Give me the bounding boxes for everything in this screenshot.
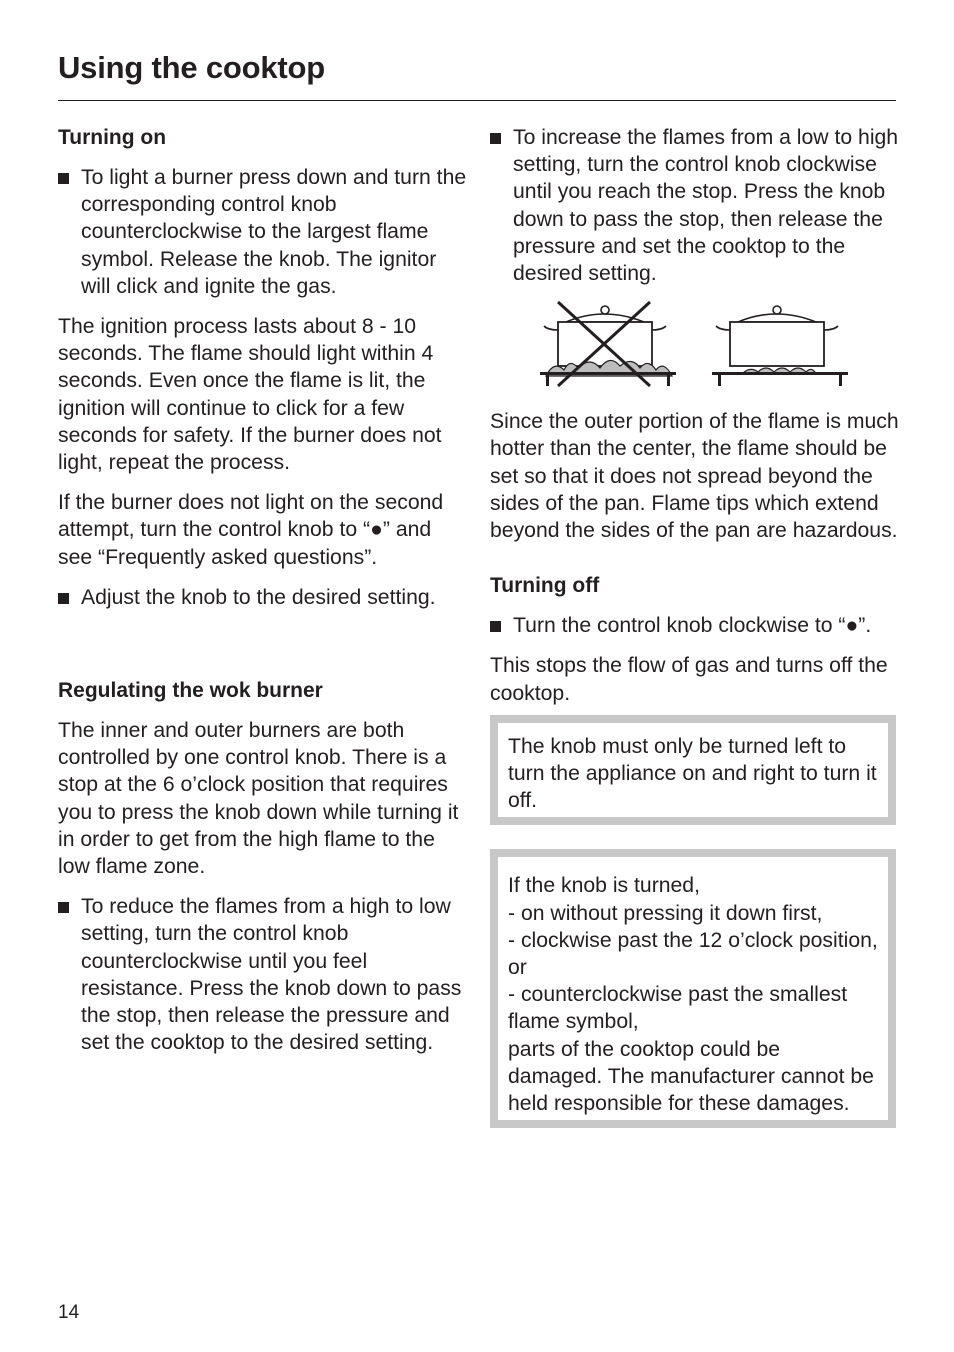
bullet-square-icon xyxy=(490,621,501,632)
heading-turning-on: Turning on xyxy=(58,126,167,149)
note-line: - clockwise past the 12 o’clock position, or xyxy=(508,928,878,980)
note-line: - counterclockwise past the smallest flame symbol, xyxy=(508,983,848,1034)
bullet-increase-flames xyxy=(490,124,900,287)
bullet-square-icon xyxy=(58,902,69,913)
page-title: Using the cooktop xyxy=(58,50,325,85)
note-line: If the knob is turned, xyxy=(508,874,700,898)
spacer xyxy=(490,557,900,572)
stops-gas-paragraph: This stops the flow of gas and turns off the cooktop. xyxy=(490,654,888,705)
title-divider xyxy=(58,100,896,101)
page-number: 14 xyxy=(58,1302,80,1323)
bullet-square-icon xyxy=(58,593,69,604)
bullet-text: Turn the control knob clockwise to “●”. xyxy=(513,614,872,638)
note-line: - on without pressing it down first, xyxy=(508,901,823,925)
bullet-reduce-flames xyxy=(58,893,468,1056)
bullet-adjust-knob xyxy=(58,584,468,611)
second-attempt-paragraph: If the burner does not light on the second attempt, turn the control knob to “●” and see “Frequently asked questions”. xyxy=(58,491,444,569)
ignition-paragraph: The ignition process lasts about 8 - 10 seconds. The flame should light within 4 seconds. Even once the flame is lit, the ignition will continue to click for a few seconds for safety. If the burner does not light, repeat the process. xyxy=(58,315,442,475)
bullet-turn-off xyxy=(490,612,900,639)
pot-correct-flame-icon xyxy=(712,300,852,390)
left-column xyxy=(58,124,468,1069)
heading-wok-burner: Regulating the wok burner xyxy=(58,679,323,703)
note-line: parts of the cooktop could be damaged. The manufacturer cannot be held responsible for these damages. xyxy=(508,1037,874,1116)
spacer xyxy=(58,624,468,677)
bullet-light-burner xyxy=(58,164,468,300)
bullet-text: Adjust the knob to the desired setting. xyxy=(81,585,436,609)
note-box-knob-direction xyxy=(490,715,896,826)
note-box-damage-warning xyxy=(490,849,896,1128)
bullet-square-icon xyxy=(490,133,501,144)
bullet-text: To light a burner press down and turn the corresponding control knob counterclockwise to the largest flame symbol. Release the knob. The ignitor will click and ignite the gas. xyxy=(81,166,467,298)
note-text: The knob must only be turned left to turn the appliance on and right to turn it off. xyxy=(508,734,877,813)
right-column xyxy=(490,124,900,1128)
pot-wrong-flame-icon xyxy=(540,300,680,390)
wok-paragraph: The inner and outer burners are both controlled by one control knob. There is a stop at the 6 o’clock position that requires you to press the knob down while turning it in order to get from the high flame to the low flame zone. xyxy=(58,719,459,879)
bullet-text: To increase the flames from a low to high setting, turn the control knob clockwise until you reach the stop. Press the knob down to pass the stop, then release the pressure and set the cooktop to the desired setting. xyxy=(513,126,899,286)
pot-illustration xyxy=(490,300,900,396)
flame-paragraph: Since the outer portion of the flame is much hotter than the center, the flame should be set so that it does not spread beyond the sides of the pan. Flame tips which extend beyond the sides of the pan are hazardous. xyxy=(490,410,899,543)
bullet-text: To reduce the flames from a high to low setting, turn the control knob counterclockwise until you feel resistance. Press the knob down to pass the stop, then release the pressure and set the cooktop to the desired setting. xyxy=(81,895,462,1055)
bullet-square-icon xyxy=(58,173,69,184)
heading-turning-off: Turning off xyxy=(490,574,600,598)
